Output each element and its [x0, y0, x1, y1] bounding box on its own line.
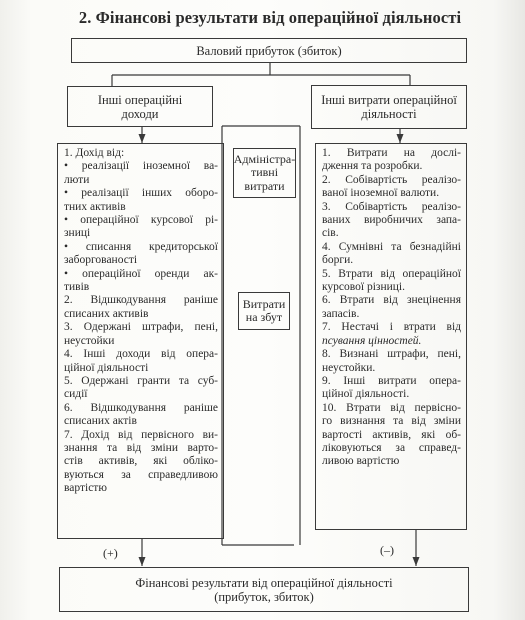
income-item-line: 1. Дохід від:	[64, 147, 125, 159]
income-item-line: • реалізації інших оборо-	[64, 187, 218, 200]
income-item-line: 6. Відшкодування раніше	[64, 401, 218, 414]
expense-item-line: 3. Собівартість реалізо-	[322, 200, 461, 213]
admin-line-3: витрати	[244, 178, 285, 193]
income-item-line: тивів	[64, 281, 90, 294]
administrative-expenses-box	[233, 148, 296, 198]
income-item-line: списаних активів	[64, 307, 149, 320]
expense-header-line-1: Інші витрати операційної	[321, 93, 457, 107]
expense-item-line: дження та розробки.	[322, 160, 423, 173]
income-item-line: списаних актів	[64, 415, 137, 428]
expense-header-line-2: діяльності	[361, 107, 417, 121]
gross-profit-box	[71, 38, 467, 63]
income-item-line: тних активів	[64, 200, 126, 213]
income-item-line: сидії	[64, 388, 88, 401]
expense-item-line: 7. Нестачі і втрати від	[322, 321, 461, 334]
income-item-line: • операційної курсової рі-	[64, 214, 218, 227]
income-item-line: ційної діяльності	[64, 361, 149, 374]
selling-line-2: на збут	[245, 310, 283, 324]
expense-item-line: вартості активів, які об-	[322, 428, 461, 441]
income-item-line: 4. Інші доходи від опера-	[64, 348, 218, 361]
admin-line-1: Адміністра-	[233, 151, 296, 166]
expense-item-line: курсової різниці.	[322, 281, 405, 294]
income-header-line-2: доходи	[121, 106, 159, 121]
expense-item-line: 2. Собівартість реалізо-	[322, 173, 461, 186]
income-item-line: зниці	[64, 227, 91, 240]
income-items-box	[57, 143, 224, 539]
expense-item-line: борги.	[322, 254, 354, 267]
result-line-1: Фінансові результати від операційної діяльності	[135, 575, 393, 590]
income-item-line: • операційної оренди ак-	[64, 267, 218, 280]
expense-item-line: ваних виробничих запа-	[322, 214, 461, 227]
income-item-line: • списання кредиторської	[64, 240, 218, 253]
income-item-line: • реалізації іноземної ва-	[64, 160, 218, 173]
expense-item-line: 5. Втрати від операційної	[322, 267, 461, 280]
gross-profit-label: Валовий прибуток (збиток)	[196, 43, 342, 58]
selling-expenses-box	[238, 292, 290, 330]
expense-item-line: 1. Витрати на дослі-	[322, 147, 461, 159]
income-item-line: знання та від зміни варто-	[64, 441, 218, 454]
income-item-line: неустойки	[64, 334, 115, 347]
minus-sign-label: (–)	[380, 543, 394, 557]
expense-items-box	[315, 143, 467, 530]
income-item-line: люти	[64, 173, 90, 186]
expense-item-line: неустойки.	[322, 361, 376, 374]
income-item-line: 7. Дохід від первісного ви-	[64, 428, 218, 441]
expense-item-line: ваної іноземної валюти.	[322, 187, 440, 200]
income-item-line: 5. Одержані гранти та суб-	[64, 374, 218, 387]
operating-results-box	[59, 567, 469, 612]
other-operating-expenses-header	[311, 85, 467, 129]
expense-item-line: 6. Втрати від знецінення	[322, 294, 461, 307]
income-item-line: стів активів, які обліко-	[64, 455, 218, 468]
diagram-title: 2. Фінансові результати від операційної діяльності	[78, 8, 462, 27]
income-item-line: заборгованості	[64, 254, 138, 267]
income-item-line: 2. Відшкодування раніше	[64, 294, 218, 307]
expense-item-line: го визнання та від зміни	[322, 415, 461, 428]
expense-item-line: ційної діяльності.	[322, 388, 410, 401]
expense-item-line: 8. Визнані штрафи, пені,	[322, 348, 461, 361]
admin-line-2: тивні	[250, 165, 279, 180]
expense-item-line: ліковуються за справед-	[322, 441, 461, 454]
expense-item-line: псування цінностей.	[322, 334, 422, 347]
expense-item-line: сів.	[322, 227, 339, 240]
expense-item-line: 10. Втрати від первісно-	[322, 401, 461, 414]
selling-line-1: Витрати	[242, 296, 286, 311]
expense-item-line: 9. Інші витрати опера-	[322, 374, 461, 387]
income-header-line-1: Інші операційні	[97, 92, 183, 107]
income-item-line: 3. Одержані штрафи, пені,	[64, 321, 218, 334]
expense-item-line: запасів.	[322, 307, 360, 320]
income-item-line: вартістю	[64, 482, 107, 495]
result-line-2: (прибуток, збиток)	[214, 589, 314, 604]
other-operating-income-header	[67, 86, 213, 127]
income-item-line: вуються за справедливою	[64, 468, 218, 481]
expense-item-line: 4. Сумнівні та безнадійні	[322, 240, 461, 253]
expense-item-line: ливою вартістю	[322, 455, 400, 468]
plus-sign-label: (+)	[103, 546, 118, 560]
